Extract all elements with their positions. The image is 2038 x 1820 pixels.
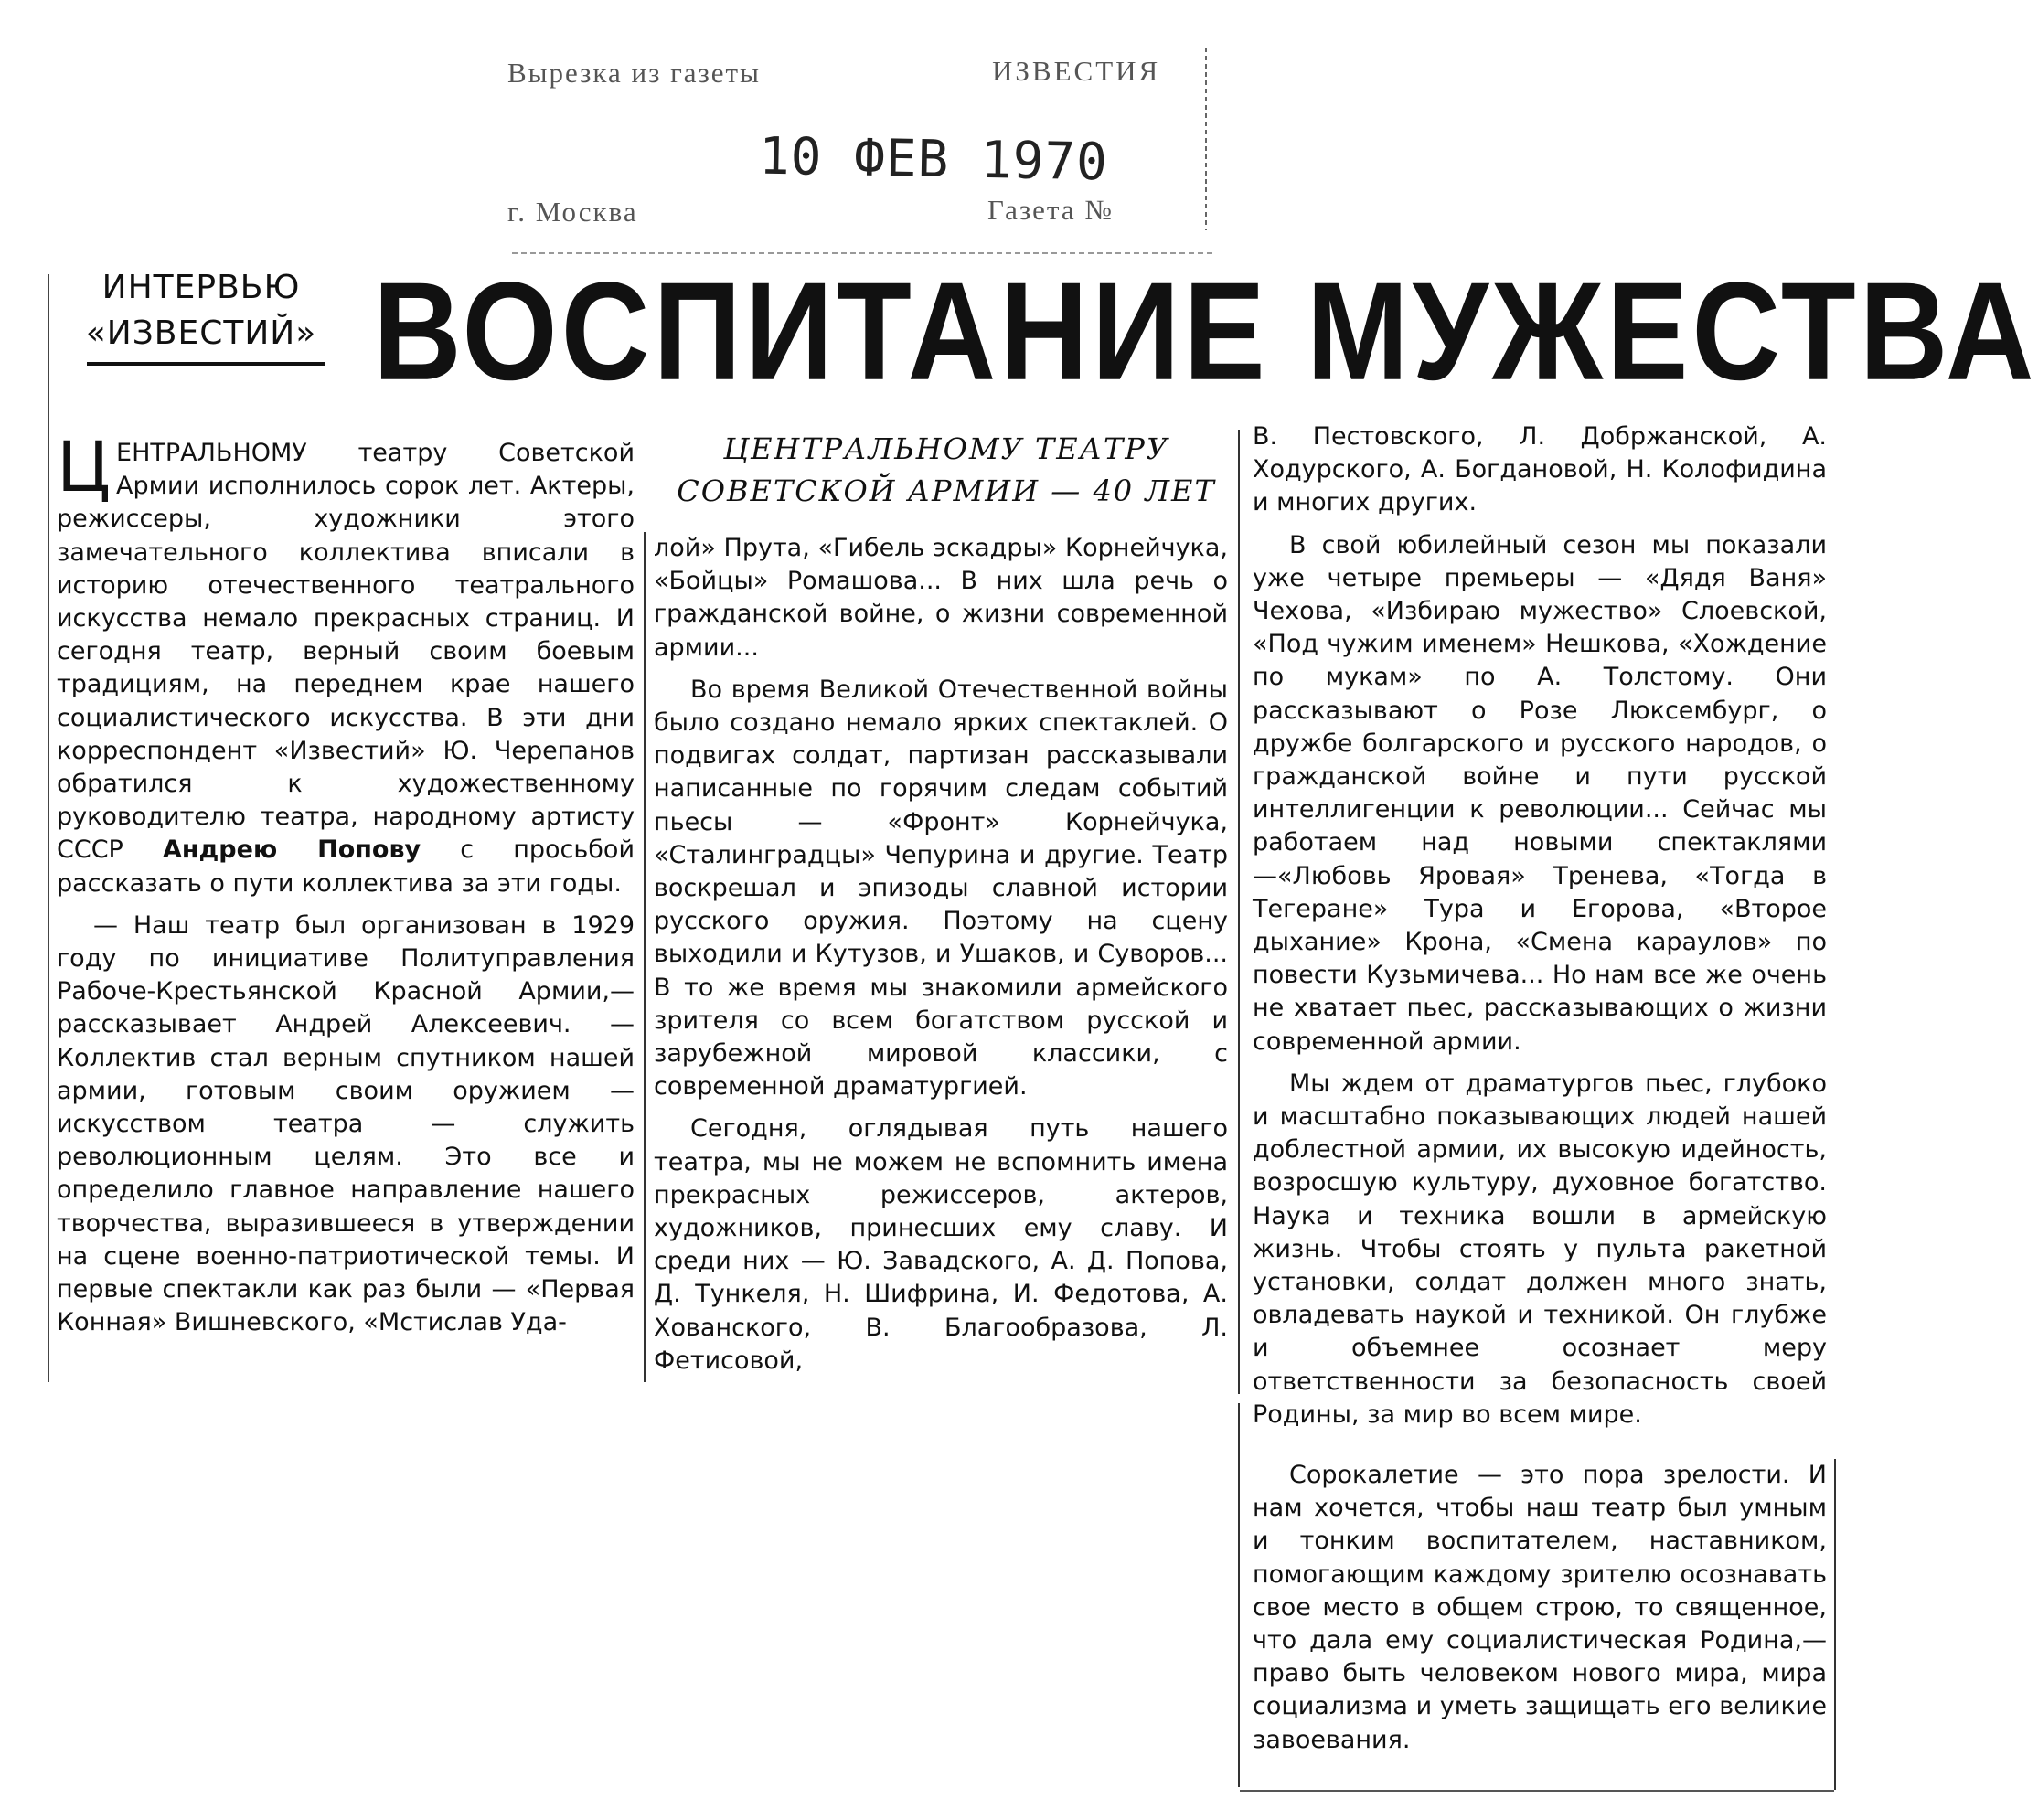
article-column-2 xyxy=(654,532,1228,1378)
paragraph-3-start: Сегодня, оглядывая путь нашего театра, мы не можем не вспомнить имена прекрасных режиссеров, актеров, художников, принесших ему славу. И среди них — Ю. Завадского, А. Д. Попова, Д. Тункеля, Н. Шифрина, И. Федотова, А. Хованского, В. Благообразова, Л. Фетисовой, xyxy=(654,1114,1228,1375)
article-column-3 xyxy=(1253,420,1827,1432)
stamp-border-right xyxy=(1205,48,1207,230)
paragraph-3-end: В. Пестовского, Л. Добржанской, А. Ходурского, А. Богдановой, Н. Колофидина и многих других. xyxy=(1253,422,1827,517)
lead-end: с просьбой рассказать о пути коллектива за эти годы. xyxy=(57,835,635,898)
rubric-line-2: «ИЗВЕСТИЙ» xyxy=(85,314,317,352)
column-rule-3 xyxy=(1238,1403,1240,1787)
subheadline xyxy=(654,428,1239,512)
clipping-bottom-rule xyxy=(1240,1790,1834,1792)
lead-name: Андрею Попову xyxy=(162,835,421,865)
stamp-issue-label: Газета № xyxy=(987,194,1114,226)
paragraph-4: В свой юбилейный сезон мы показали уже четыре премьеры — «Дядя Ваня» Чехова, «Избираю мужество» Слоевской, «Под чужим именем» Нешкова, «Хождение по мукам» по А. Толстому. Они рассказывают о Розе Люксембург, о дружбе болгарского и русского народов, о гражданской войне и пути русской интеллигенции к революции... Сейчас мы работаем над новыми спектаклями —«Любовь Яровая» Тренева, «Тогда в Тегеране» Тура и Егорова, «Второе дыхание» Крона, «Смена караулов» по повести Кузьмичева... Но нам все же очень не хватает пьес, рассказывающих о жизни современной армии. xyxy=(1253,530,1827,1056)
subheadline-line-2: СОВЕТСКОЙ АРМИИ — 40 ЛЕТ xyxy=(677,474,1216,508)
rubric-underline xyxy=(87,362,325,366)
clipping-stamp xyxy=(494,40,1216,232)
article-lead xyxy=(57,426,635,900)
stamp-paper-name: ИЗВЕСТИЯ xyxy=(992,55,1161,87)
paragraph-1-start: — Наш театр был организован в 1929 году по инициативе Политуправления Рабоче-Крестьянской Красной Армии,—рассказывает Андрей Алексеевич. — Коллектив стал верным спутником нашей армии, готовым своим оружием — искусством театра — служить революционным целям. Это все и определило главное направление нашего творчества, выразившееся в утверждении на сцене военно-патриотической темы. И первые спектакли как раз были — «Первая Конная» Вишневского, «Мстислав Уда- xyxy=(57,910,635,1337)
article-column-1 xyxy=(57,426,635,1339)
paragraph-6: Сорокалетие — это пора зрелости. И нам хочется, чтобы наш театр был умным и тонким воспитателем, наставником, помогающим каждому зрителю осознавать свое место в общем строю, то священное, что дала ему социалистическая Родина,— право быть человеком нового мира, мира социализма и уметь защищать его великие завоевания. xyxy=(1253,1461,1827,1754)
rubric xyxy=(78,265,325,357)
column-rule-1 xyxy=(644,532,646,1382)
column-rule-2 xyxy=(1238,430,1240,1394)
dropcap: Ц xyxy=(57,426,112,507)
paragraph-1-end: лой» Прута, «Гибель эскадры» Корнейчука, «Бойцы» Ромашова... В них шла речь о гражданской войне, о жизни современной армии... xyxy=(654,534,1228,662)
subheadline-line-1: ЦЕНТРАЛЬНОМУ ТЕАТРУ xyxy=(723,431,1169,466)
headline: ВОСПИТАНИЕ МУЖЕСТВА xyxy=(373,254,2038,410)
stamp-city: г. Москва xyxy=(507,196,638,228)
rubric-line-1: ИНТЕРВЬЮ xyxy=(101,269,301,306)
column-rule-4 xyxy=(1834,1459,1836,1790)
article-column-3-continued xyxy=(1253,1459,1827,1757)
paragraph-5: Мы ждем от драматургов пьес, глубоко и масштабно показывающих людей нашей доблестной армии, их высокую идейность, возросшую культуру, духовное богатство. Наука и техника вошли в армейскую жизнь. Чтобы стоять у пульта ракетной установки, солдат должен много знать, овладевать наукой и техникой. Он глубже и объемнее осознает меру ответственности за безопасность своей Родины, за мир во всем мире. xyxy=(1253,1069,1827,1429)
frame-left-rule xyxy=(48,274,49,1382)
lead-text: ЕНТРАЛЬНОМУ театру Советской Армии исполнилось сорок лет. Актеры, режиссеры, художники этого замечательного коллектива вписали в историю отечественного театрального искусства немало прекрасных страниц. И сегодня театр, верный своим боевым традициям, на переднем крае нашего социалистического искусства. В эти дни корреспондент «Известий» Ю. Черепанов обратился к художественному руководителю театра, народному артисту СССР xyxy=(57,439,635,865)
stamp-date: 10 ФЕВ 1970 xyxy=(758,126,1109,193)
stamp-source-label: Вырезка из газеты xyxy=(507,57,761,89)
paragraph-2: Во время Великой Отечественной войны было создано немало ярких спектаклей. О подвигах солдат, партизан рассказывали написанные по горячим следам событий пьесы — «Фронт» Корнейчука, «Сталинградцы» Чепурина и другие. Театр воскрешал и эпизоды славной истории русского оружия. Поэтому на сцену выходили и Кутузов, и Ушаков, и Суворов... В то же время мы знакомили армейского зрителя со всем богатством русской и зарубежной мировой классики, с современной драматургией. xyxy=(654,675,1228,1102)
